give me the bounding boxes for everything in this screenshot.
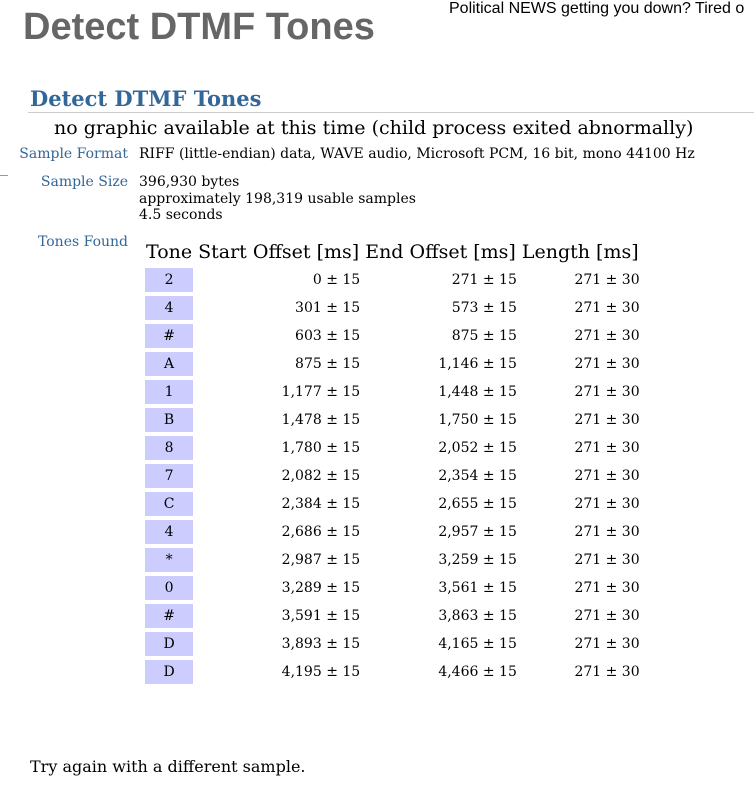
sample-size-duration: 4.5 seconds [139,207,223,223]
tone-cell: A [145,352,193,376]
start-offset-cell: 301 ± 15 [295,300,361,316]
start-offset-cell: 3,893 ± 15 [281,636,361,652]
end-offset-cell: 1,146 ± 15 [438,356,517,372]
end-offset-cell: 2,957 ± 15 [438,524,517,540]
length-cell: 271 ± 30 [574,384,640,400]
start-offset-cell: 0 ± 15 [312,272,361,288]
tone-cell: 0 [145,576,193,600]
tone-cell: D [145,632,193,656]
length-cell: 271 ± 30 [574,468,640,484]
start-offset-cell: 1,478 ± 15 [281,412,361,428]
sample-format-value: RIFF (little-endian) data, WAVE audio, Microsoft PCM, 16 bit, mono 44100 Hz [139,146,695,162]
table-row [145,548,640,572]
table-row [145,324,640,348]
no-graphic-message: no graphic available at this time (child process exited abnormally) [54,117,694,139]
tone-cell: # [145,604,193,628]
tone-cell: 2 [145,268,193,292]
table-row [145,296,640,320]
end-offset-cell: 573 ± 15 [451,300,517,316]
length-cell: 271 ± 30 [574,272,640,288]
start-offset-cell: 1,177 ± 15 [281,384,361,400]
end-offset-cell: 2,052 ± 15 [438,440,517,456]
length-cell: 271 ± 30 [574,300,640,316]
tone-cell: 7 [145,464,193,488]
start-offset-cell: 2,082 ± 15 [281,468,361,484]
section-title: Detect DTMF Tones [30,86,262,111]
tones-table-header [145,240,640,264]
length-cell: 271 ± 30 [574,664,640,680]
table-row [145,436,640,460]
end-offset-cell: 3,863 ± 15 [438,608,517,624]
table-row [145,408,640,432]
length-cell: 271 ± 30 [574,524,640,540]
sample-size-label: Sample Size [40,174,128,190]
start-offset-cell: 3,591 ± 15 [281,608,361,624]
table-row [145,660,640,684]
start-offset-cell: 875 ± 15 [295,356,361,372]
tone-cell: 4 [145,520,193,544]
tone-cell: 8 [145,436,193,460]
length-cell: 271 ± 30 [574,636,640,652]
start-offset-cell: 2,384 ± 15 [281,496,361,512]
sample-size-bytes: 396,930 bytes [139,174,240,190]
length-cell: 271 ± 30 [574,552,640,568]
length-cell: 271 ± 30 [574,328,640,344]
sample-size-value [139,174,416,224]
table-row [145,352,640,376]
end-offset-cell: 4,165 ± 15 [438,636,517,652]
header-end-offset: End Offset [ms] [365,241,516,263]
start-offset-cell: 1,780 ± 15 [281,440,361,456]
tone-cell: B [145,408,193,432]
length-cell: 271 ± 30 [574,608,640,624]
table-row [145,380,640,404]
end-offset-cell: 1,448 ± 15 [438,384,517,400]
tone-cell: # [145,324,193,348]
start-offset-cell: 3,289 ± 15 [281,580,361,596]
tone-cell: C [145,492,193,516]
try-again-text: Try again with a different sample. [30,757,306,776]
end-offset-cell: 4,466 ± 15 [438,664,517,680]
start-offset-cell: 2,686 ± 15 [281,524,361,540]
table-row [145,576,640,600]
start-offset-cell: 4,195 ± 15 [281,664,361,680]
length-cell: 271 ± 30 [574,356,640,372]
tone-cell: 4 [145,296,193,320]
sample-size-samples: approximately 198,319 usable samples [139,190,416,207]
table-row [145,492,640,516]
end-offset-cell: 3,561 ± 15 [438,580,517,596]
end-offset-cell: 2,655 ± 15 [438,496,517,512]
table-row [145,604,640,628]
tones-table [141,236,644,688]
header-length: Length [ms] [521,241,639,263]
table-row [145,464,640,488]
tone-cell: * [145,548,193,572]
end-offset-cell: 271 ± 15 [451,272,517,288]
end-offset-cell: 875 ± 15 [451,328,517,344]
table-row [145,632,640,656]
length-cell: 271 ± 30 [574,496,640,512]
tones-table-body [145,268,640,684]
length-cell: 271 ± 30 [574,580,640,596]
length-cell: 271 ± 30 [574,412,640,428]
start-offset-cell: 603 ± 15 [295,328,361,344]
sample-format-label: Sample Format [19,146,128,162]
section-divider [28,112,754,113]
end-offset-cell: 1,750 ± 15 [438,412,517,428]
end-offset-cell: 2,354 ± 15 [438,468,517,484]
header-start-offset: Start Offset [ms] [198,241,360,263]
tones-found-label: Tones Found [38,234,128,250]
page-title: Detect DTMF Tones [23,6,375,48]
news-banner[interactable]: Political NEWS getting you down? Tired o [449,0,745,17]
tone-cell: D [145,660,193,684]
end-offset-cell: 3,259 ± 15 [438,552,517,568]
length-cell: 271 ± 30 [574,440,640,456]
table-row [145,520,640,544]
header-tone: Tone [146,241,193,263]
start-offset-cell: 2,987 ± 15 [281,552,361,568]
table-row [145,268,640,292]
tone-cell: 1 [145,380,193,404]
